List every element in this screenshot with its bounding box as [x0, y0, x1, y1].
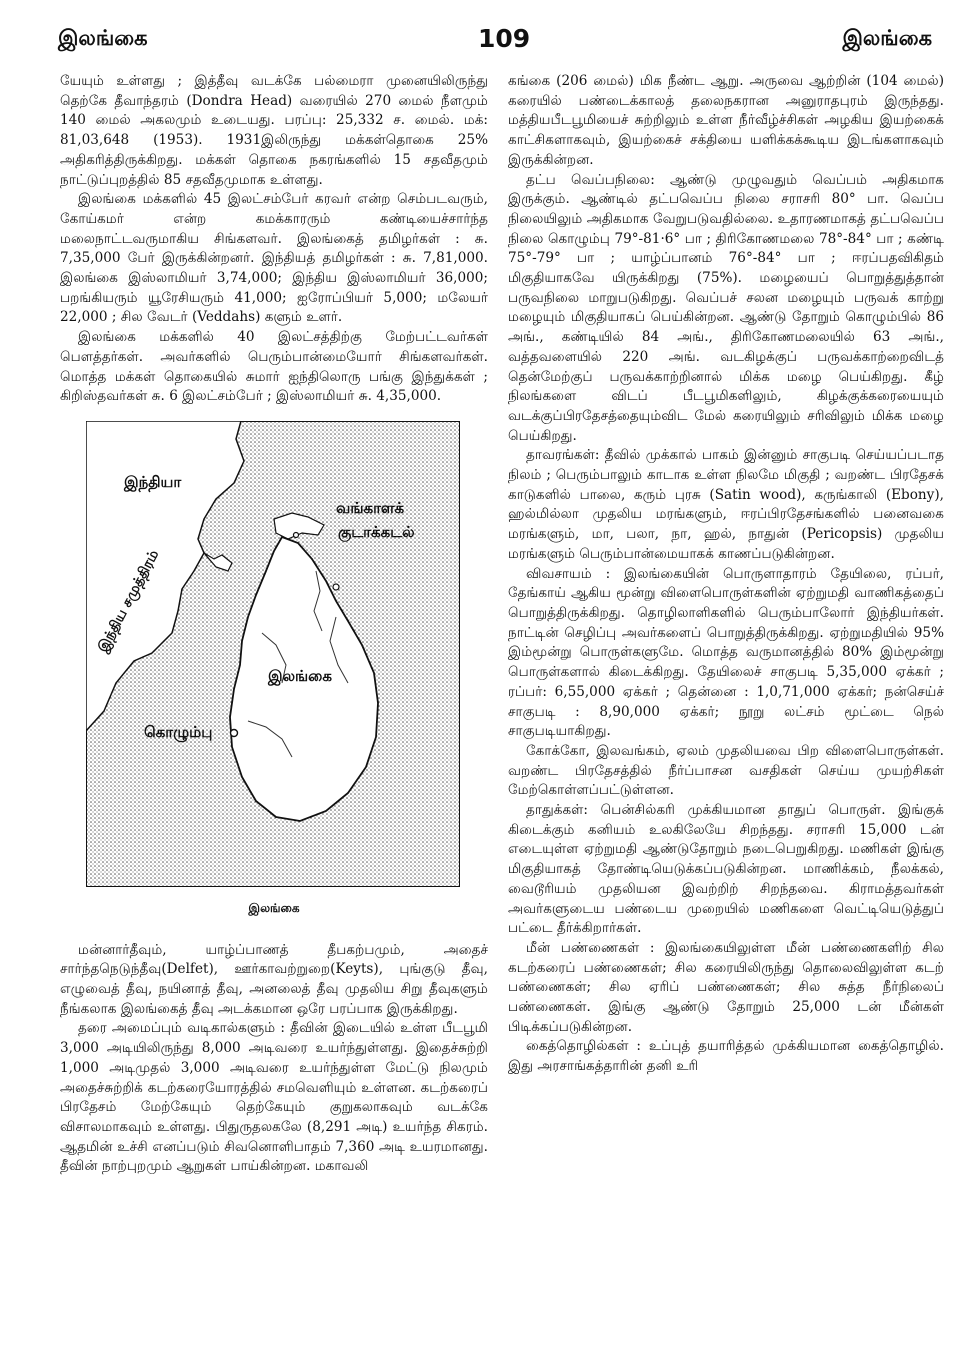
ceylon-map	[86, 421, 460, 887]
left-lower-text	[60, 941, 488, 1177]
paragraph: கைத்தொழில்கள் : உப்புத் தயாரித்தல் முக்கியமான கைத்தொழில். இது அரசாங்கத்தாரின் தனி உரி	[508, 1038, 944, 1075]
colombo-marker	[231, 729, 238, 736]
city-marker	[294, 532, 299, 537]
paragraph: தாவரங்கள்: தீவில் முக்கால் பாகம் இன்னும் சாகுபடி செய்யப்படாத நிலம் ; பெரும்பாலும் காடாக உள்ள நிலமே மிகுதி ; வறண்ட பிரதேசக் காடுகளில் பாலை, கரும் புரசு (Satin wood), கருங்காலி (Ebony), ஹல்மில்லா முதலிய மரங்களும், ஈரப்பிரதேசங்களில் பனைவகை மரங்களும், மா, பலா, நா, ஹல், நாதுன் (Pericopsis) முதலிய மரங்களும் பெரும்பான்மையாகக் காணப்படுகின்றன.	[508, 447, 944, 562]
map-label-colombo: கொழும்பு	[144, 722, 213, 741]
paragraph: தரை அமைப்பும் வடிகால்களும் : தீவின் இடையில் உள்ள பீடபூமி 3,000 அடியிலிருந்து 8,000 அடிவரை உயர்ந்துள்ளது. இதைச்சுற்றி 1,000 அடிமுதல் 3,000 அடிவரை உயர்ந்துள்ள மேட்டு நிலமும் அதைச்சுற்றிக் கடற்கரையோரத்தில் சமவெளியும் உள்ளன. கடற்கரைப் பிரதேசம் மேற்கேயும் தெற்கேயும் குறுகலாகவும் வடக்கே விசாலமாகவும் உள்ளது. பிதுருதலகலே (8,291 அடி) உயர்ந்த சிகரம். ஆதமின் உச்சி எனப்படும் சிவனொளிபாதம் 7,360 அடி உயரமானது. தீவின் நாற்புறமும் ஆறுகள் பாய்கின்றன. மகாவலி	[60, 1020, 488, 1175]
paragraph: யேயும் உள்ளது ; இத்தீவு வடக்கே பல்மைரா முனையிலிருந்து தெற்கே தீவாந்தரம் (Dondra Head) வரையில் 270 மைல் நீளமும் 140 மைல் அகலமும் உடையது. பரப்பு: 25,332 ச. மைல். மக்: 81,03,648 (1953). 1931இலிருந்து மக்கள்தொகை 25% அதிகரித்திருக்கிறது. மக்கள் தொகை நகரங்களில் 15 சதவீதமும் நாட்டுப்புறத்தில் 85 சதவீதமுமாக உள்ளது.	[60, 73, 488, 188]
paragraph: கங்கை (206 மைல்) மிக நீண்ட ஆறு. அருவை ஆற்றின் (104 மைல்) கரையில் பண்டைக்காலத் தலைநகரான அனுராதபுரம் இருந்தது. மத்தியபீடபூமியைச் சுற்றிலும் உள்ள நீர்வீழ்ச்சிகள் அழகிய இயற்கைக் காட்சிகளாகவும், இயற்கைச் சக்தியை யளிக்கக்கூடிய இடங்களாகவும் இருக்கின்றன.	[508, 73, 944, 168]
paragraph: இலங்கை மக்களில் 45 இலட்சம்பேர் கரவர் என்ற செம்படவரும், கோய்கமர் என்ற கமக்காரரும் கண்டியைச்சார்ந்த மலைநாட்டவருமாகிய சிங்களவர். இலங்கைத் தமிழர்கள் : சு. 7,35,000 பேர் இருக்கின்றனர். இந்தியத் தமிழர்கள் : சு. 7,81,000. இலங்கை இஸ்லாமியர் 3,74,000; இந்திய இஸ்லாமியர் 36,000; பறங்கியரும் யூரேசியரும் 41,000; ஐரோப்பியர் 5,000; மலேயர் 22,000 ; சில வேடர் (Veddahs) களும் உளர்.	[60, 191, 488, 326]
paragraph: தாதுக்கள்: பென்சில்கரி முக்கியமான தாதுப் பொருள். இங்குக் கிடைக்கும் கனியம் உலகிலேயே சிறந்தது. சராசரி 15,000 டன் எடையுள்ள ஏற்றுமதி ஆண்டுதோறும் நடைபெறுகிறது. மணிகள் இங்கு மிகுதியாகத் தோண்டியெடுக்கப்படுகின்றன. மாணிக்கம், நீலக்கல், வைடூரியம் முதலியன இவற்றிற் சிறந்தவை. கிராமத்தவர்கள் அவர்களுடைய பண்டைய முறையில் மணிகளை வெட்டியெடுத்துப் பட்டை தீர்க்கிறார்கள்.	[508, 802, 944, 937]
paragraph: இலங்கை மக்களில் 40 இலட்சத்திற்கு மேற்பட்டவர்கள் பௌத்தர்கள். அவர்களில் பெரும்பான்மையோர் சிங்களவர்கள். மொத்த மக்கள் தொகையில் சுமார் ஐந்திலொரு பங்கு இந்துக்கள் ; கிறிஸ்தவர்கள் சு. 6 இலட்சம்பேர் ; இஸ்லாமியர் சு. 4,35,000.	[60, 329, 488, 405]
paragraph: தட்ப வெப்பநிலை: ஆண்டு முழுவதும் வெப்பம் அதிகமாக இருக்கும். ஆண்டில் தட்பவெப்ப நிலை சராசரி 80° பா. வெப்ப நிலையிலும் அதிகமாக வேறுபடுவதில்லை. உதாரணமாகத் தட்பவெப்ப நிலை கொழும்பு 79°-81·6° பா ; திரிகோணமலை 78°-84° பா ; கண்டி 75°-79° பா ; யாழ்ப்பானம் 76°-84° பா ; ஈரப்பதவிகிதம் மிகுதியாகவே யிருக்கிறது (75%). மழையைப் பொறுத்துத்தான் பருவநிலை மாறுபடுகிறது. வெப்பச் சலன மழையும் பருவக் காற்று மழையும் மிகுதியாகப் பெய்கின்றன. ஆண்டு தோறும் கொழும்பில் 86 அங்., கண்டியில் 84 அங்., திரிகோணமலையில் 63 அங்., வத்தவளையில் 220 அங். வடகிழக்குப் பருவக்காற்றைவிடத் தென்மேற்குப் பருவக்காற்றினால் மிக்க மழை பெய்கிறது. கீழ் நிலங்களை விடப் பீடபூமிகளிலும், கிழக்குக்கரையையும் வடக்குப்பிரதேசத்தையும்விட மேல் கரையிலும் சரிவிலும் மிக்க மழை பெய்கிறது.	[508, 171, 944, 444]
map-label-india: இந்தியா	[124, 472, 182, 491]
paragraph: விவசாயம் : இலங்கையின் பொருளாதாரம் தேயிலை, ரப்பர், தேங்காய் ஆகிய மூன்று விளைபொருள்களின் ஏற்றுமதி வாணிகத்தைப் பொறுத்திருக்கிறது. தொழிலாளிகளில் பெரும்பாலோர் இந்தியர்கள். நாட்டின் செழிப்பு அவர்களைப் பொறுத்திருக்கிறது. ஏற்றுமதியில் 95% இம்மூன்று பொருள்களுமே. மொத்த வருமானத்தில் 80% இம்மூன்று பொருள்களால் கிடைக்கிறது. தேயிலைச் சாகுபடி 5,35,000 ஏக்கர் ; ரப்பர்: 6,55,000 ஏக்கர் ; தென்னை : 1,0,71,000 ஏக்கர்; நன்செய்ச் சாகுபடி : 8,90,000 ஏக்கர்; நூறு லட்சம் மூட்டை நெல் சாகுபடியாகிறது.	[508, 565, 944, 740]
map-label-bay-line1: வங்காளக்	[336, 498, 405, 517]
map-caption: இலங்கை	[248, 900, 300, 915]
right-column	[508, 72, 944, 1077]
map-label-indian-ocean: இந்திய சமுத்திரம்	[94, 547, 163, 655]
running-head-left-title: இலங்கை	[58, 26, 148, 50]
paragraph: மீன் பண்ணைகள் : இலங்கையிலுள்ள மீன் பண்ணைகளிற் சில கடற்கரைப் பண்ணைகள்; சில கரையிலிருந்து தொலைவிலுள்ள கடற் பண்ணைகள்; சில ஏரிப் பண்ணைகள்; சில சுத்த நீர்நிலைப் பண்ணைகள். இங்கு ஆண்டு தோறும் 25,000 டன் மீன்கள் பிடிக்கப்படுகின்றன.	[508, 939, 944, 1035]
map-label-bay-line2: குடாக்கடல்	[338, 522, 415, 541]
page-number: 109	[478, 24, 531, 53]
city-marker	[333, 584, 339, 590]
left-column	[60, 72, 488, 1177]
running-head-right-title: இலங்கை	[842, 26, 932, 50]
paragraph: மன்னார்தீவும், யாழ்ப்பாணத் தீபகற்பமும், அதைச் சார்ந்தநெடுந்தீவு(Delfet), ஊர்காவற்றுறை(Keyts), புங்குடு தீவு, எழுவைத் தீவு, நயினாத் தீவு, அனலைத் தீவு முதலிய சிறு தீவுகளும் நீங்கலாக இலங்கைத் தீவு அடக்கமான ஒரே பரப்பாக இருக்கிறது.	[60, 941, 488, 1017]
paragraph: கோக்கோ, இலவங்கம், ஏலம் முதலியவை பிற விளைபொருள்கள். வறண்ட பிரதேசத்தில் நீர்ப்பாசன வசதிகள் செய்ய முயற்சிகள் மேற்கொள்ளப்பட்டுள்ளன.	[508, 742, 944, 799]
map-label-ceylon: இலங்கை	[268, 666, 332, 685]
running-head	[58, 24, 932, 54]
